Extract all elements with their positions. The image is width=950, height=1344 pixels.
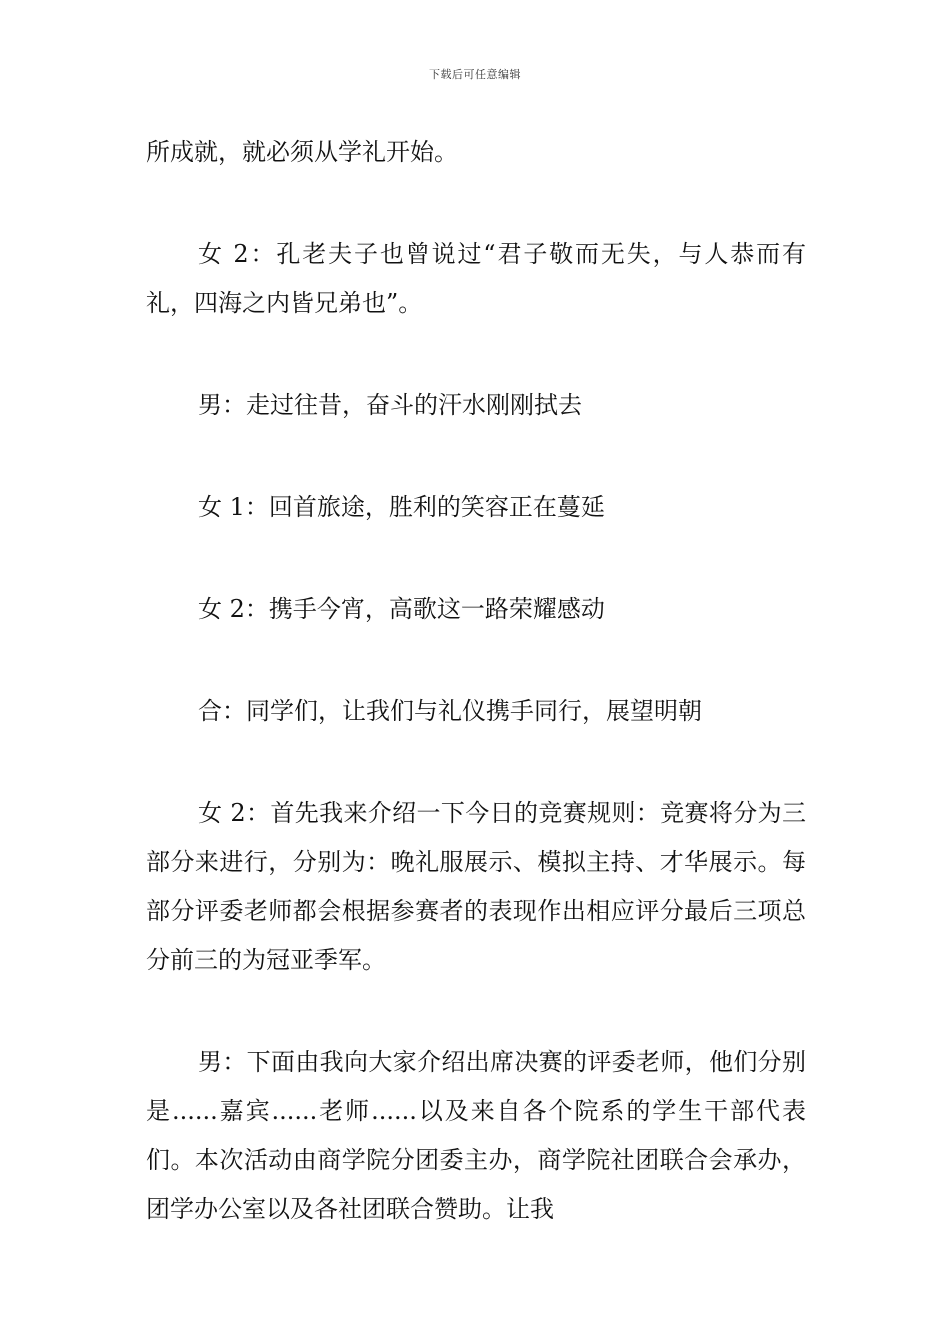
paragraph-4: 女 1：回首旅途，胜利的笑容正在蔓延 <box>198 493 605 521</box>
paragraph-7: 女 2：首先我来介绍一下今日的竞赛规则：竞赛将分为三部分来进行，分别为：晚礼服展示、模拟主持、才华展示。每部分评委老师都会根据参赛者的表现作出相应评分最后三项总分前三的为冠亚季军。 <box>146 799 806 974</box>
document-body <box>146 128 806 1234</box>
paragraph-5: 女 2：携手今宵，高歌这一路荣耀感动 <box>198 595 605 623</box>
paragraph-8: 男：下面由我向大家介绍出席决赛的评委老师，他们分别是......嘉宾......老师......以及来自各个院系的学生干部代表们。本次活动由商学院分团委主办，商学院社团联合会承办，团学办公室以及各社团联合赞助。让我 <box>146 1048 806 1223</box>
paragraph-1: 所成就，就必须从学礼开始。 <box>146 138 458 166</box>
paragraph-6: 合：同学们，让我们与礼仪携手同行，展望明朝 <box>198 697 702 725</box>
paragraph-3: 男：走过往昔，奋斗的汗水刚刚拭去 <box>198 391 582 419</box>
page-header: 下载后可任意编辑 <box>429 68 521 81</box>
paragraph-2: 女 2：孔老夫子也曾说过“君子敬而无失，与人恭而有礼，四海之内皆兄弟也”。 <box>146 240 806 317</box>
